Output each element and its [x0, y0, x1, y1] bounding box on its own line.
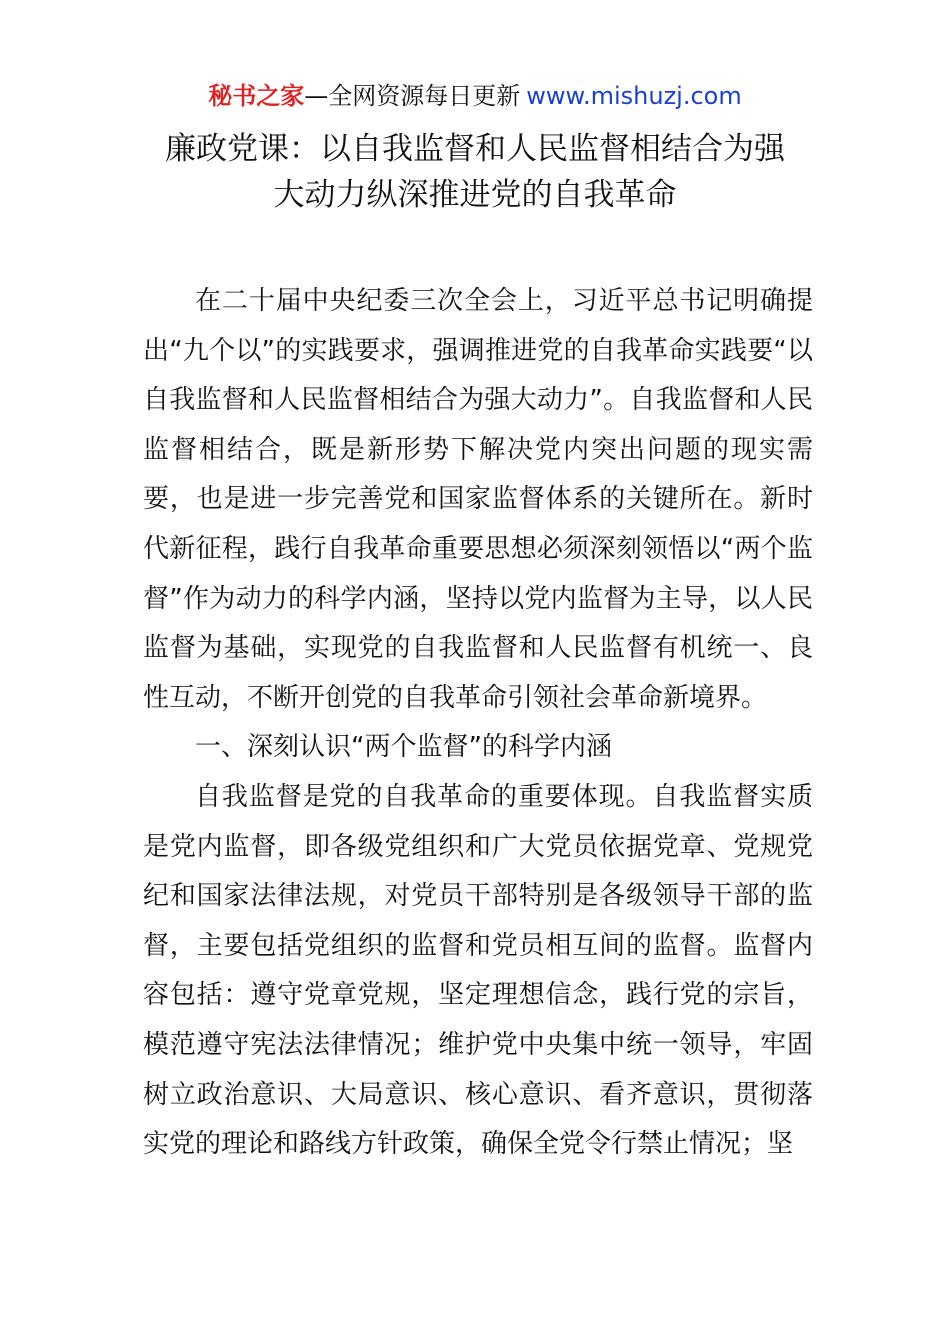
document-body [143, 277, 813, 1170]
paragraph-self-supervision: 自我监督是党的自我革命的重要体现。自我监督实质是党内监督，即各级党组织和广大党员依据党章、党规党纪和国家法律法规，对党员干部特别是各级领导干部的监督，主要包括党组织的监督和党员相互间的监督。监督内容包括：遵守党章党规，坚定理想信念，践行党的宗旨，模范遵守宪法法律情况；维护党中央集中统一领导，牢固树立政治意识、大局意识、核心意识、看齐意识，贯彻落实党的理论和路线方针政策，确保全党令行禁止情况；坚 [143, 781, 813, 1160]
site-header [0, 80, 950, 112]
document-title-line-1: 廉政党课：以自我监督和人民监督相结合为强 [165, 131, 785, 167]
document-title-line-2: 大动力纵深推进党的自我革命 [273, 177, 677, 213]
paragraph-intro: 在二十届中央纪委三次全会上，习近平总书记明确提出“九个以”的实践要求，强调推进党的自我革命实践要“以自我监督和人民监督相结合为强大动力”。自我监督和人民监督相结合，既是新形势下解决党内突出问题的现实需要，也是进一步完善党和国家监督体系的关键所在。新时代新征程，践行自我革命重要思想必须深刻领悟以“两个监督”作为动力的科学内涵，坚持以党内监督为主导，以人民监督为基础，实现党的自我监督和人民监督有机统一、良性互动，不断开创党的自我革命引领社会革命新境界。 [143, 286, 813, 713]
site-url-link[interactable]: www.mishuzj.com [526, 82, 742, 110]
site-slogan: —全网资源每日更新 [304, 82, 521, 110]
section-heading-1: 一、深刻认识“两个监督”的科学内涵 [195, 732, 612, 763]
site-brand: 秘书之家 [208, 82, 305, 110]
document-title [120, 126, 830, 218]
